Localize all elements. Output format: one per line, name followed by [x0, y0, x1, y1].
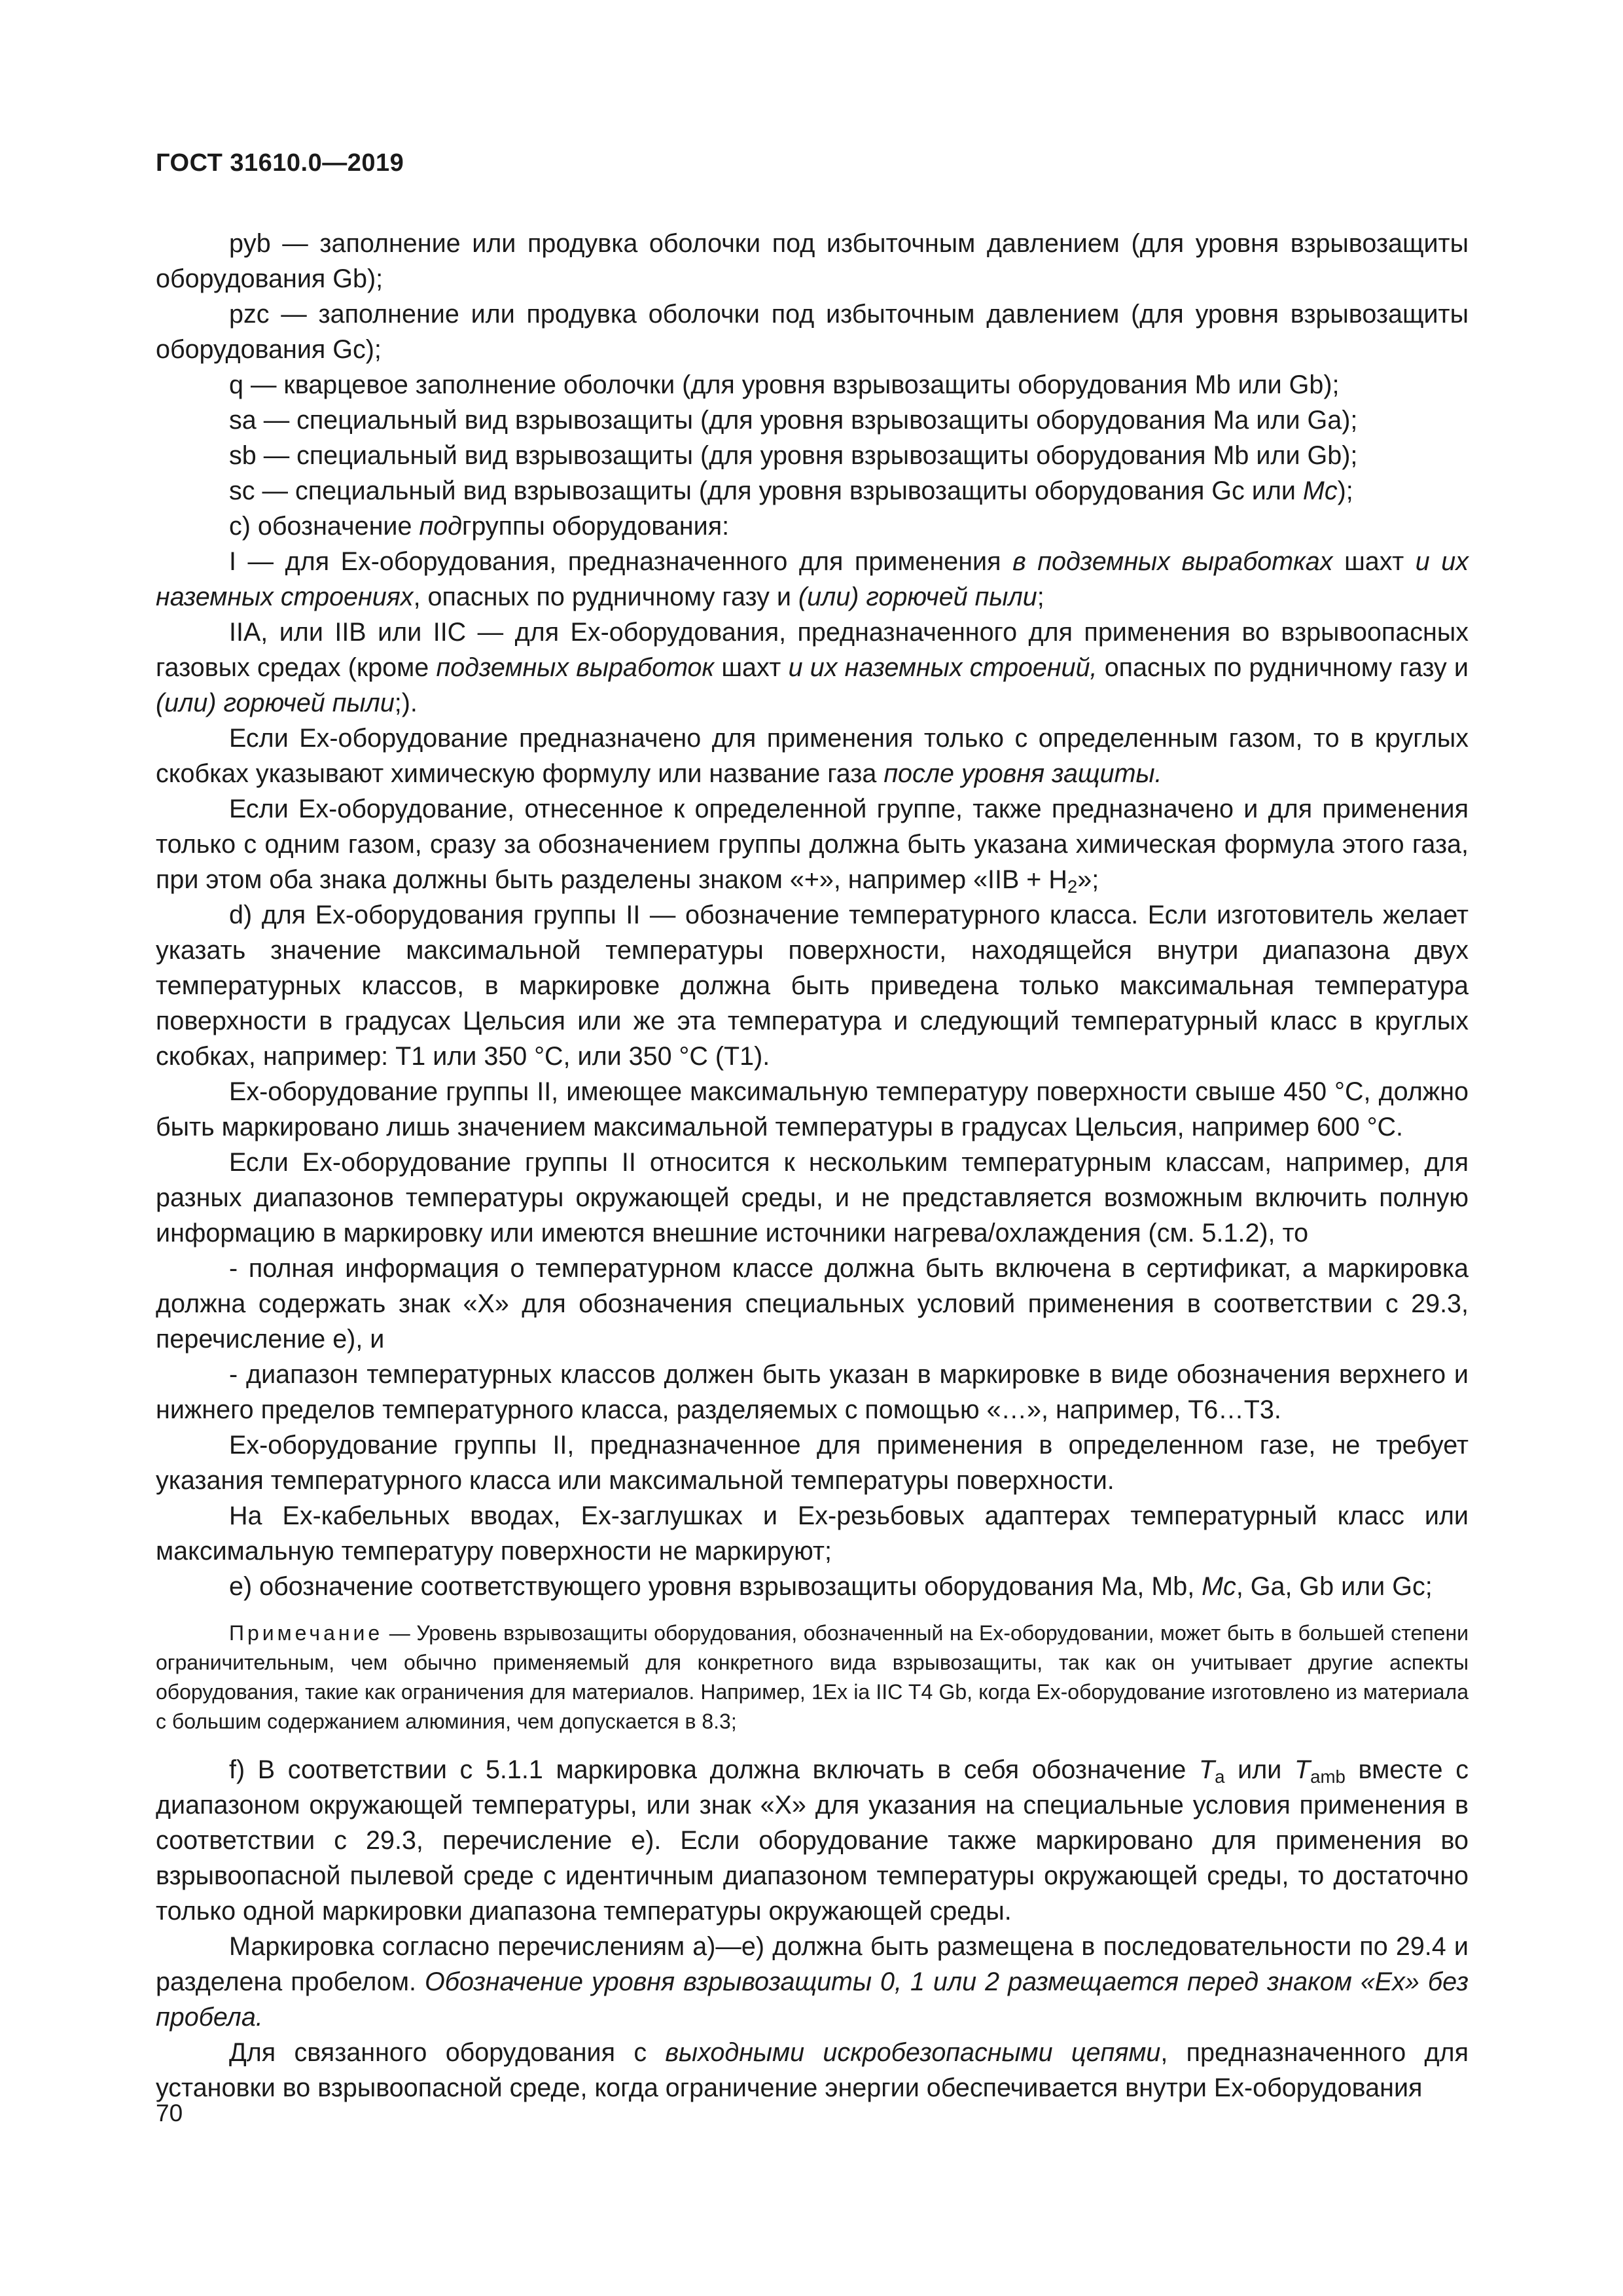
paragraph: sa — специальный вид взрывозащиты (для уровня взрывозащиты оборудования Ma или Ga);	[229, 406, 1358, 435]
subscript: amb	[1310, 1766, 1346, 1787]
paragraph	[156, 544, 1469, 615]
paragraph: На Ex-кабельных вводах, Ex-заглушках и Ex-резьбовых адаптерах температурный класс или максимальную температуру поверхности не маркируют;	[156, 1501, 1469, 1566]
italic-run: и их наземных строений,	[788, 653, 1097, 682]
text-run: Если Ex-оборудование, отнесенное к определенной группе, также предназначено и для применения только с одним газом, сразу за обозначением группы должна быть указана химическая формула этого газа, при этом оба знака должны быть разделены знаком «+», например «IIB + H	[156, 795, 1469, 894]
text-run: Для связанного оборудования с	[229, 2038, 666, 2067]
paragraph: Ex-оборудование группы II, предназначенное для применения в определенном газе, не требует указания температурного класса или максимальной температуры поверхности.	[156, 1431, 1469, 1495]
italic-run: подземных выработок	[436, 653, 715, 682]
page-number: 70	[156, 2100, 183, 2126]
italic-run: в подземных выработках	[1012, 547, 1333, 576]
symbol-t: T	[1199, 1755, 1215, 1784]
text-run: f) В соответствии с 5.1.1 маркировка должна включать в себя обозначение	[229, 1755, 1199, 1784]
paragraph: d) для Ex-оборудования группы II — обозначение температурного класса. Если изготовитель желает указать значение максимальной температуры поверхности, находящейся внутри диапазона двух температурных классов, в маркировке должна быть приведена только максимальная температура поверхности в градусах Цельсия или же эта температура и следующий температурный класс в круглых скобках, например: T1 или 350 °C, или 350 °C (T1).	[156, 901, 1469, 1071]
text-run: или	[1224, 1755, 1294, 1784]
italic-run: Обозначение уровня взрывозащиты 0, 1 или 2 размещается перед знаком «Ex» без пробела.	[156, 1967, 1469, 2032]
italic-run: Mc	[1302, 476, 1338, 505]
paragraph: Ex-оборудование группы II, имеющее максимальную температуру поверхности свыше 450 °C, должно быть маркировано лишь значением максимальной температуры в градусах Цельсия, например 600 °C.	[156, 1077, 1469, 1141]
italic-run: выходными искробезопасными цепями	[665, 2038, 1161, 2067]
subscript: a	[1215, 1766, 1225, 1787]
text-run: );	[1337, 476, 1353, 505]
italic-run: под	[419, 512, 462, 541]
text-run: опасных по рудничному газу и	[1097, 653, 1469, 682]
text-run: шахт	[714, 653, 789, 682]
italic-run: Mc	[1202, 1572, 1236, 1601]
paragraph: q — кварцевое заполнение оболочки (для уровня взрывозащиты оборудования Mb или Gb);	[229, 370, 1340, 399]
paragraph	[156, 473, 1469, 509]
text-run: ;).	[394, 689, 418, 717]
paragraph: - диапазон температурных классов должен быть указан в маркировке в виде обозначения верхнего и нижнего пределов температурного класса, разделяемых с помощью «…», например, T6…T3.	[156, 1360, 1469, 1424]
text-run: шахт	[1332, 547, 1416, 576]
symbol-t: T	[1294, 1755, 1311, 1784]
note	[156, 1619, 1469, 1736]
text-run: sc — специальный вид взрывозащиты (для уровня взрывозащиты оборудования Gc или	[229, 476, 1303, 505]
text-run: группы оборудования:	[461, 512, 730, 541]
text-run: , опасных по рудничному газу и	[413, 583, 798, 611]
paragraph	[156, 721, 1469, 791]
italic-run: и их наземных строениях	[156, 547, 1469, 611]
text-run: e) обозначение соответствующего уровня взрывозащиты оборудования Ma, Mb,	[229, 1572, 1202, 1601]
paragraph	[156, 615, 1469, 721]
text-run: , Ga, Gb или Gc;	[1236, 1572, 1433, 1601]
text-run: вместе с диапазоном окружающей температуры, или знак «X» для указания на специальные условия применения в соответствии с 29.3, перечисление e). Если оборудование также маркировано для применения во взрывоопасной пылевой среде с идентичным диапазоном температуры окружающей среды, то достаточно только одной маркировки диапазона температуры окружающей среды.	[156, 1755, 1469, 1926]
text-run: c) обозначение	[229, 512, 419, 541]
paragraph: pzc — заполнение или продувка оболочки под избыточным давлением (для уровня взрывозащиты оборудования Gc);	[156, 300, 1469, 364]
paragraph	[156, 791, 1469, 897]
text-run: Если Ex-оборудование предназначено для применения только с определенным газом, то в круглых скобках указывают химическую формулу или название газа	[156, 724, 1469, 788]
italic-run: после уровня защиты.	[883, 759, 1162, 788]
paragraph	[156, 1752, 1469, 1929]
paragraph	[156, 1929, 1469, 2035]
note-label: Примечание	[229, 1621, 383, 1645]
paragraph	[156, 2035, 1469, 2106]
text-run: ;	[1037, 583, 1044, 611]
paragraph	[156, 509, 1469, 544]
text-run: , предназначенного для установки во взрывоопасной среде, когда ограничение энергии обеспечивается внутри Ex-оборудования	[156, 2038, 1469, 2102]
text-run: »;	[1077, 865, 1099, 894]
text-run: Маркировка согласно перечислениям a)—e) должна быть размещена в последовательности по 29.4 и разделена пробелом.	[156, 1932, 1469, 1996]
paragraph: Если Ex-оборудование группы II относится к нескольким температурным классам, например, для разных диапазонов температуры окружающей среды, и не представляется возможным включить полную информацию в маркировку или имеются внешние источники нагрева/охлаждения (см. 5.1.2), то	[156, 1148, 1469, 1247]
text-run: IIA, или IIB или IIC — для Ex-оборудования, предназначенного для применения во взрывоопасных газовых средах (кроме	[156, 618, 1469, 682]
text-run: I — для Ex-оборудования, предназначенного для применения	[229, 547, 1013, 576]
italic-run: (или) горючей пыли	[156, 689, 395, 717]
paragraph: - полная информация о температурном классе должна быть включена в сертификат, а маркировка должна содержать знак «X» для обозначения специальных условий применения в соответствии с 29.3, перечисление e), и	[156, 1254, 1469, 1354]
paragraph: pyb — заполнение или продувка оболочки под избыточным давлением (для уровня взрывозащиты оборудования Gb);	[156, 229, 1469, 293]
paragraph: sb — специальный вид взрывозащиты (для уровня взрывозащиты оборудования Mb или Gb);	[229, 441, 1358, 470]
subscript: 2	[1067, 876, 1078, 897]
paragraph	[156, 1569, 1469, 1604]
document-header: ГОСТ 31610.0—2019	[156, 149, 404, 177]
document-body	[156, 226, 1469, 2106]
note-text: — Уровень взрывозащиты оборудования, обозначенный на Ex-оборудовании, может быть в большей степени ограничительным, чем обычно применяемый для конкретного вида взрывозащиты, так как он учитывает другие аспекты оборудования, такие как ограничения для материалов. Например, 1Ex ia IIC T4 Gb, когда Ex-оборудование изготовлено из материала с большим содержанием алюминия, чем допускается в 8.3;	[156, 1621, 1469, 1733]
italic-run: (или) горючей пыли	[798, 583, 1037, 611]
